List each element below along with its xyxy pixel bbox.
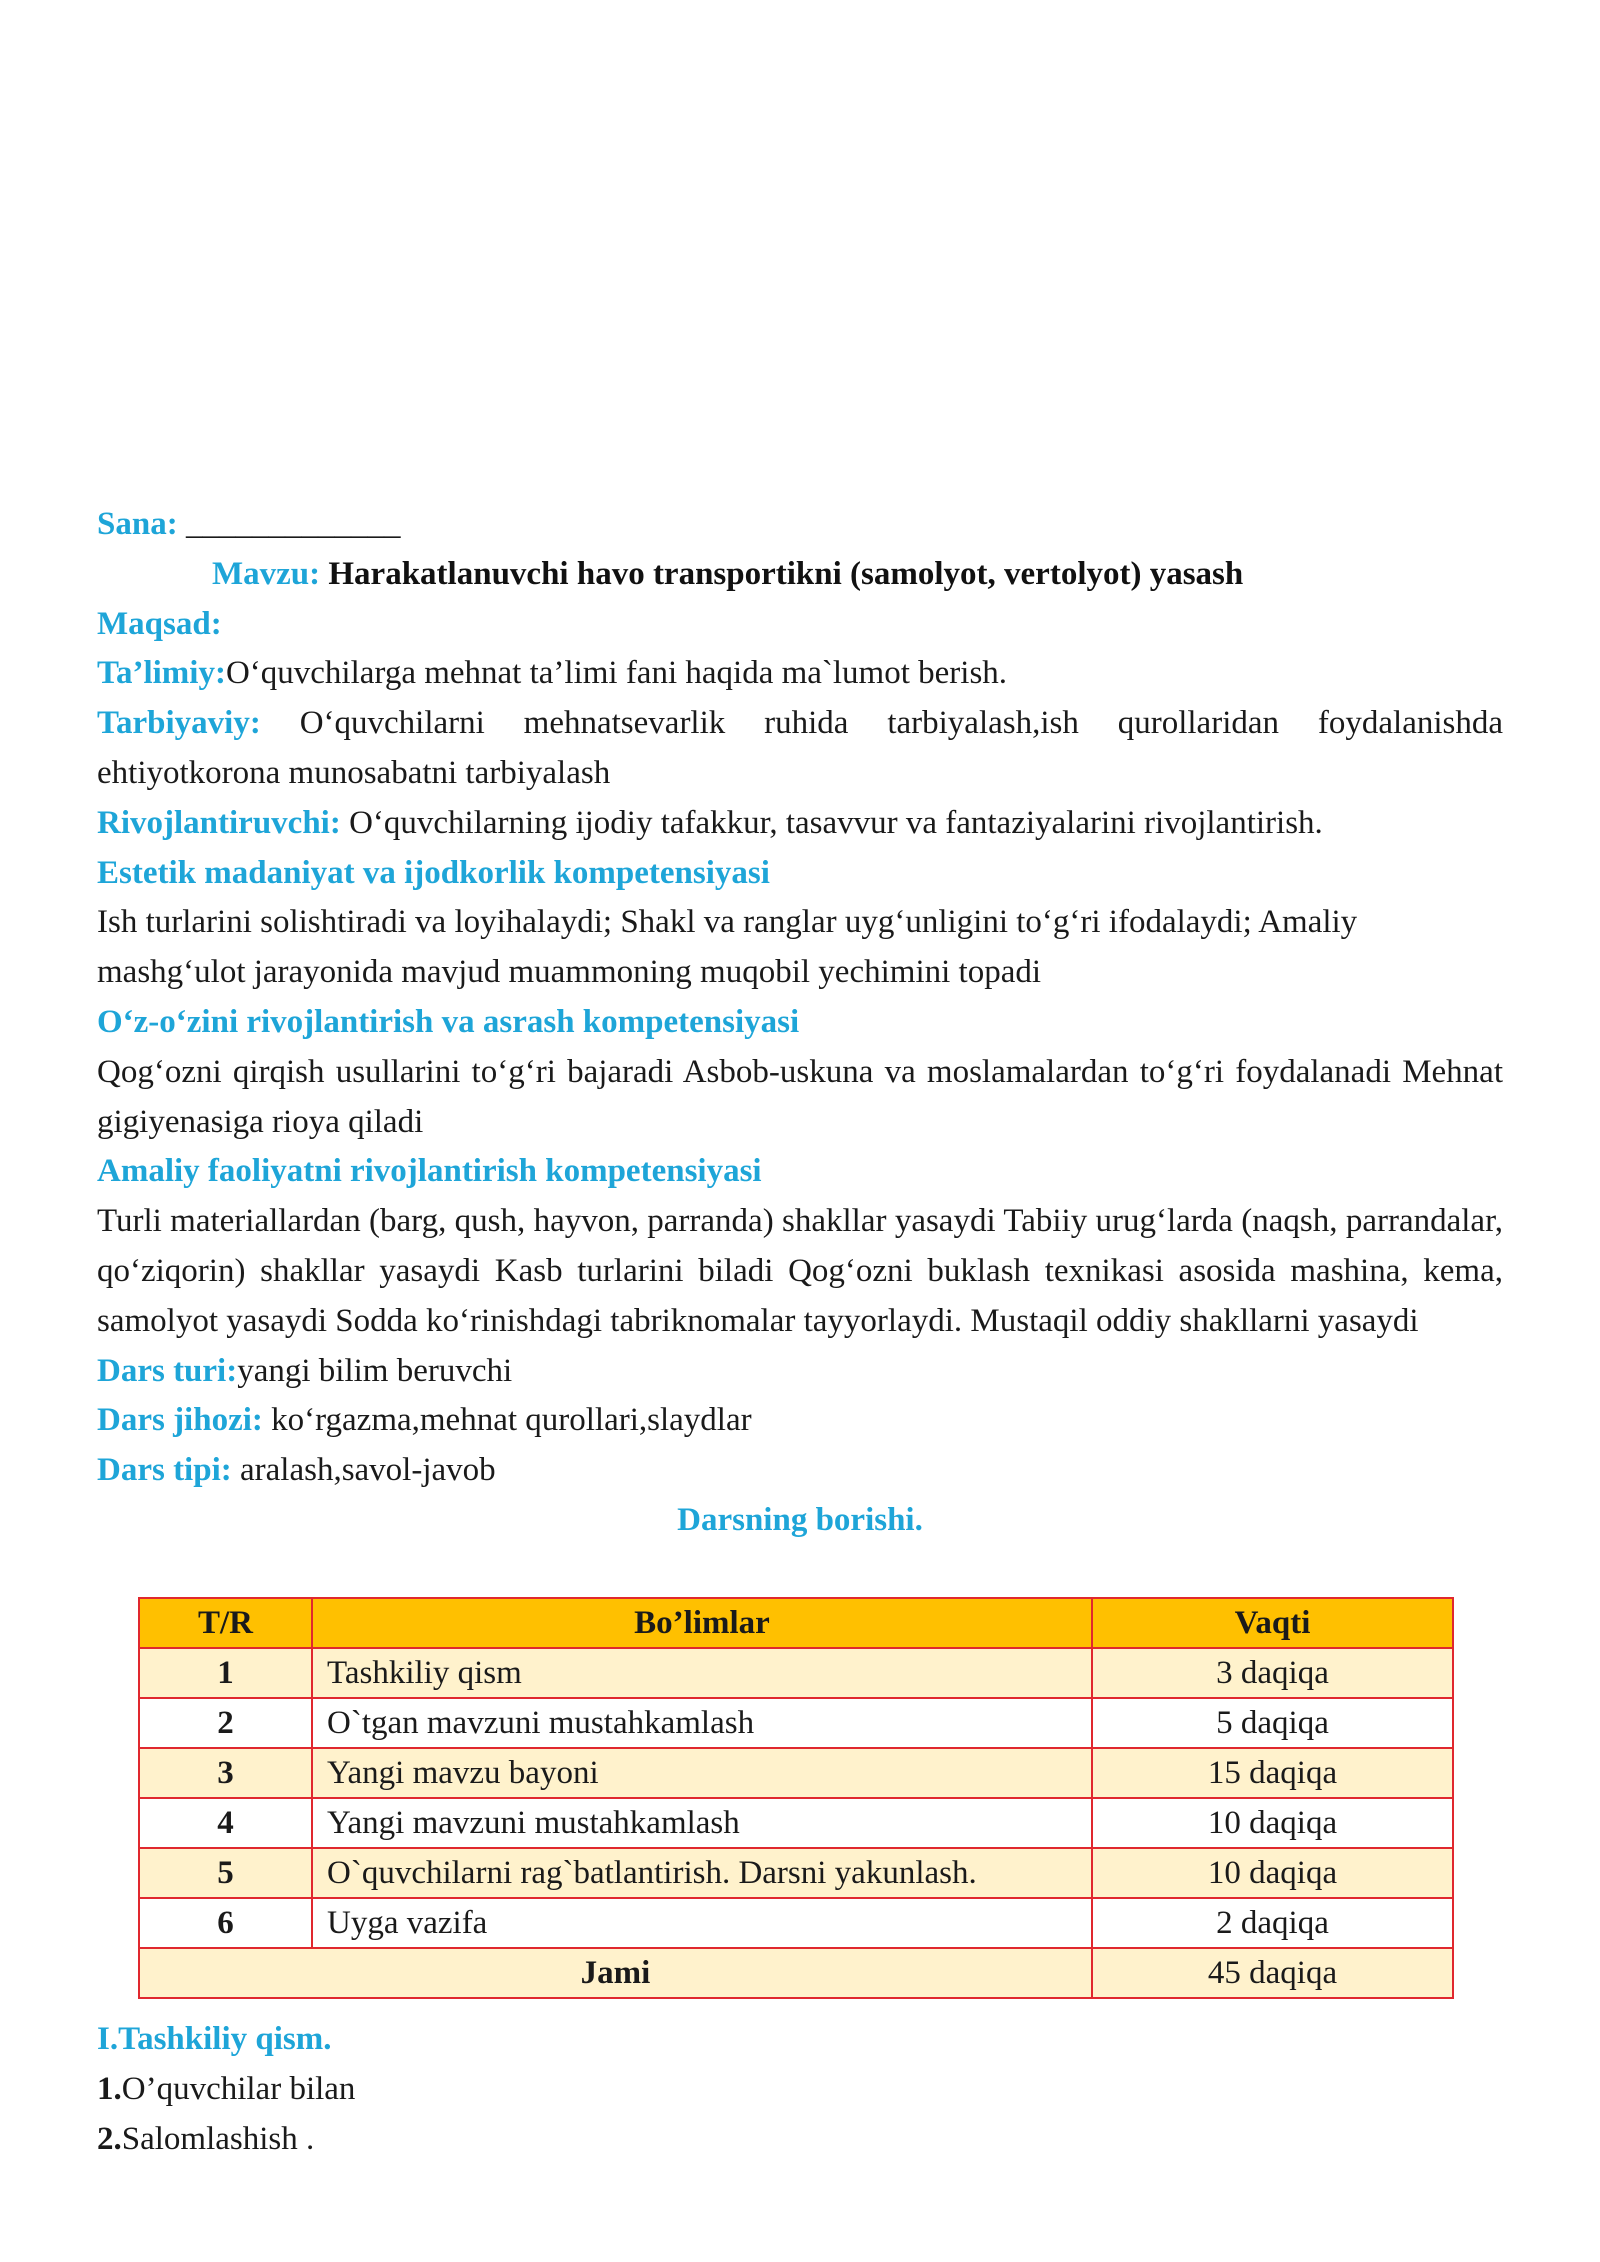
column-header-time: Vaqti bbox=[1092, 1598, 1453, 1648]
lesson-type bbox=[97, 1347, 1503, 1397]
table-row bbox=[139, 1898, 1453, 1948]
row-time: 10 daqiqa bbox=[1092, 1848, 1453, 1898]
list-item-number: 2. bbox=[97, 2120, 122, 2157]
row-number: 2 bbox=[139, 1698, 312, 1748]
date-blank: _____________ bbox=[185, 506, 401, 542]
goal-educational bbox=[97, 649, 1503, 699]
list-item-text: Salomlashish . bbox=[121, 2120, 315, 2157]
competency-text: Qog‘ozni qirqish usullarini to‘g‘ri bajaradi Asbob-uskuna va moslamalardan to‘g‘ri foydalanadi Mehnat gigiyenasiga rioya qiladi bbox=[97, 1053, 1503, 1140]
competency-text: Ish turlarini solishtiradi va loyihalaydi; Shakl va ranglar uyg‘unligini to‘g‘ri ifodalaydi; Amaliy mashg‘ulot jarayonida mavjud muammoning muqobil yechimini topadi bbox=[97, 904, 1358, 991]
goal-heading: Maqsad: bbox=[97, 605, 222, 642]
row-number: 5 bbox=[139, 1848, 312, 1898]
table-row bbox=[139, 1698, 1453, 1748]
table-row bbox=[139, 1648, 1453, 1698]
lesson-equipment-label: Dars jihozi: bbox=[97, 1402, 263, 1439]
row-time: 5 daqiqa bbox=[1092, 1698, 1453, 1748]
row-section: O`quvchilarni rag`batlantirish. Darsni yakunlash. bbox=[312, 1848, 1092, 1898]
row-section: Yangi mavzuni mustahkamlash bbox=[312, 1798, 1092, 1848]
goal-educational-label: Ta’limiy: bbox=[97, 655, 226, 692]
table-row bbox=[139, 1798, 1453, 1848]
row-number: 4 bbox=[139, 1798, 312, 1848]
list-item-text: O’quvchilar bilan bbox=[121, 2070, 356, 2107]
competency-title: Estetik madaniyat va ijodkorlik kompetensiyasi bbox=[97, 854, 770, 891]
competency-title: Amaliy faoliyatni rivojlantirish kompetensiyasi bbox=[97, 1153, 762, 1190]
goal-upbringing bbox=[97, 699, 1503, 799]
topic-label: Mavzu: bbox=[212, 555, 321, 592]
lesson-equipment bbox=[97, 1396, 1503, 1446]
date-label: Sana: bbox=[97, 506, 178, 542]
table-row bbox=[139, 1848, 1453, 1898]
goal-developing bbox=[97, 799, 1503, 849]
row-number: 3 bbox=[139, 1748, 312, 1798]
row-number: 1 bbox=[139, 1648, 312, 1698]
lesson-kind bbox=[97, 1446, 1503, 1496]
row-time: 2 daqiqa bbox=[1092, 1898, 1453, 1948]
row-section: O`tgan mavzuni mustahkamlash bbox=[312, 1698, 1092, 1748]
lesson-kind-label: Dars tipi: bbox=[97, 1452, 232, 1489]
table-total-row bbox=[139, 1948, 1453, 1998]
table-header-row bbox=[139, 1598, 1453, 1648]
date-line bbox=[97, 500, 1503, 550]
section-title: I.Tashkiliy qism. bbox=[97, 2021, 332, 2057]
goal-upbringing-text: O‘quvchilarni mehnatsevarlik ruhida tarbiyalash,ish qurollaridan foydalanishda ehtiyotkorona munosabatni tarbiyalash bbox=[97, 705, 1503, 791]
section-organizational bbox=[97, 2015, 355, 2164]
lesson-plan-title: Darsning borishi. bbox=[677, 1501, 923, 1538]
topic-title: Harakatlanuvchi havo transportikni (samolyot, vertolyot) yasash bbox=[328, 555, 1244, 592]
row-section: Uyga vazifa bbox=[312, 1898, 1092, 1948]
goal-upbringing-label: Tarbiyaviy: bbox=[97, 705, 261, 742]
total-label: Jami bbox=[139, 1948, 1092, 1998]
lesson-equipment-text: ko‘rgazma,mehnat qurollari,slaydlar bbox=[271, 1402, 752, 1439]
goal-developing-text: O‘quvchilarning ijodiy tafakkur, tasavvur va fantaziyalarini rivojlantirish. bbox=[349, 804, 1323, 841]
row-time: 15 daqiqa bbox=[1092, 1748, 1453, 1798]
row-section: Yangi mavzu bayoni bbox=[312, 1748, 1092, 1798]
goal-educational-text: O‘quvchilarga mehnat ta’limi fani haqida ma`lumot berish. bbox=[225, 655, 1008, 692]
competency-title: O‘z-o‘zini rivojlantirish va asrash kompetensiyasi bbox=[97, 1003, 800, 1040]
list-item bbox=[97, 2115, 355, 2165]
table-row bbox=[139, 1748, 1453, 1798]
row-time: 3 daqiqa bbox=[1092, 1648, 1453, 1698]
lesson-kind-text: aralash,savol-javob bbox=[240, 1452, 496, 1489]
topic-line bbox=[97, 550, 1503, 600]
lesson-plan-body bbox=[97, 500, 1503, 1546]
list-item bbox=[97, 2065, 355, 2115]
row-time: 10 daqiqa bbox=[1092, 1798, 1453, 1848]
lesson-type-text: yangi bilim beruvchi bbox=[237, 1352, 513, 1389]
row-number: 6 bbox=[139, 1898, 312, 1948]
lesson-type-label: Dars turi: bbox=[97, 1352, 238, 1389]
competency-text: Turli materiallardan (barg, qush, hayvon, parranda) shakllar yasaydi Tabiiy urug‘larda (naqsh, parrandalar, qo‘ziqorin) shakllar yasaydi Kasb turlarini biladi Qog‘ozni buklash texnikasi asosida mashina, kema, samolyot yasaydi Sodda ko‘rinishdagi tabriknomalar tayyorlaydi. Mustaqil oddiy shakllarni yasaydi bbox=[97, 1203, 1503, 1339]
list-item-number: 1. bbox=[97, 2070, 122, 2107]
column-header-sections: Bo’limlar bbox=[312, 1598, 1092, 1648]
row-section: Tashkiliy qism bbox=[312, 1648, 1092, 1698]
lesson-plan-table bbox=[138, 1597, 1454, 1999]
total-time: 45 daqiqa bbox=[1092, 1948, 1453, 1998]
goal-developing-label: Rivojlantiruvchi: bbox=[97, 804, 341, 841]
column-header-number: T/R bbox=[139, 1598, 312, 1648]
